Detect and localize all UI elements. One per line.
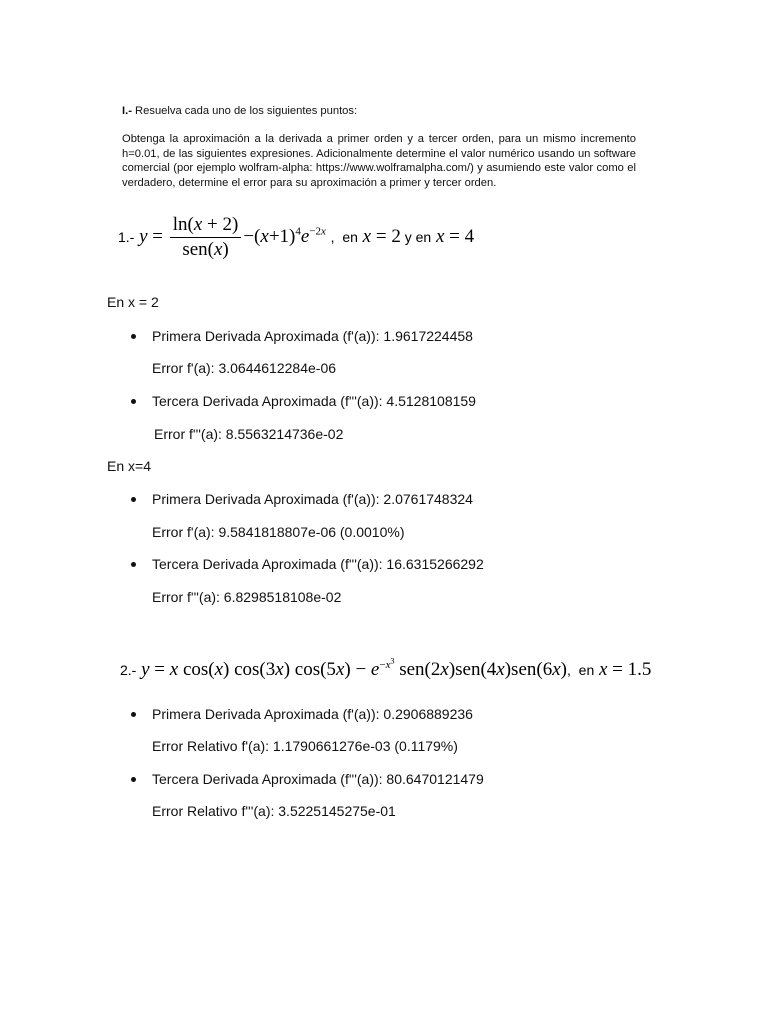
problem1-y-en-word: y en — [404, 228, 432, 245]
section-heading-number: I.- — [122, 105, 132, 117]
case-x2-first-derivative: Primera Derivada Aproximada (f'(a)): 1.9617224458 — [152, 328, 473, 344]
problem2-third-error: Error Relativo f'''(a): 3.5225145275e-01 — [152, 803, 396, 819]
case-x4-first-derivative: Primera Derivada Aproximada (f'(a)): 2.0761748324 — [152, 491, 473, 507]
problem2-third-derivative: Tercera Derivada Aproximada (f'''(a)): 80.6470121479 — [152, 771, 484, 787]
problem1-x-value-1: 2 — [391, 225, 401, 247]
bullet-icon — [131, 497, 136, 502]
case-x2-third-derivative: Tercera Derivada Aproximada (f'''(a)): 4.5128108159 — [152, 393, 476, 409]
section-heading — [122, 105, 357, 117]
problem2-x-value: 1.5 — [627, 658, 652, 680]
case-x2-first-error: Error f'(a): 3.0644612284e-06 — [152, 360, 337, 376]
case-x2-third-error: Error f'''(a): 8.5563214736e-02 — [154, 426, 344, 442]
case-x4-header: En x=4 — [107, 458, 151, 474]
problem1-x-value-2: 4 — [464, 225, 475, 247]
bullet-icon — [131, 399, 136, 404]
problem1-formula: 1.- y = $\frac{\ln(x + 2)}{\text{sen(x)}}$ $-(x+1)^4e^{-2x}$ , en x = 2 y en x = 4 — [118, 214, 475, 260]
problem2-label: 2.- — [120, 661, 137, 678]
instructions-paragraph: Obtenga la aproximación a la derivada a primer orden y a tercer orden, para un mismo incremento h=0.01, de las siguientes expresiones. Adicionalmente determine el valor numérico usando un software comercial (por ejemplo wolfram-alpha: https://www.wolframalpha.com/) y asumiendo este valor como el verdadero, determine el error para su aproximación a primer y tercer orden. — [122, 133, 636, 189]
bullet-icon — [131, 712, 136, 717]
case-x4-third-derivative: Tercera Derivada Aproximada (f'''(a)): 16.6315266292 — [152, 556, 484, 572]
problem1-fraction: $\frac{\ln(x + 2)}{\text{sen(x)}}$ — [170, 214, 242, 261]
case-x4-first-error: Error f'(a): 9.5841818807e-06 (0.0010%) — [152, 524, 405, 540]
problem1-en-word: en — [342, 228, 358, 245]
bullet-icon — [131, 334, 136, 339]
problem1-label: 1.- — [118, 228, 135, 245]
bullet-icon — [131, 777, 136, 782]
problem2-first-derivative: Primera Derivada Aproximada (f'(a)): 0.2906889236 — [152, 706, 473, 722]
section-heading-text: Resuelva cada uno de los siguientes puntos: — [131, 105, 358, 117]
problem2-en-word: en — [578, 661, 595, 678]
case-x4-third-error: Error f'''(a): 6.8298518108e-02 — [152, 589, 342, 605]
bullet-icon — [131, 562, 136, 567]
problem2-first-error: Error Relativo f'(a): 1.1790661276e-03 (0.1179%) — [152, 738, 458, 754]
case-x2-header: En x = 2 — [107, 294, 159, 310]
problem2-formula: 2.- y = x cos(x) cos(3x) $\cos(5x) - e^{-x^3}$ sen(2x)sen(4x)sen(6x), en x = 1.5 — [120, 656, 652, 680]
